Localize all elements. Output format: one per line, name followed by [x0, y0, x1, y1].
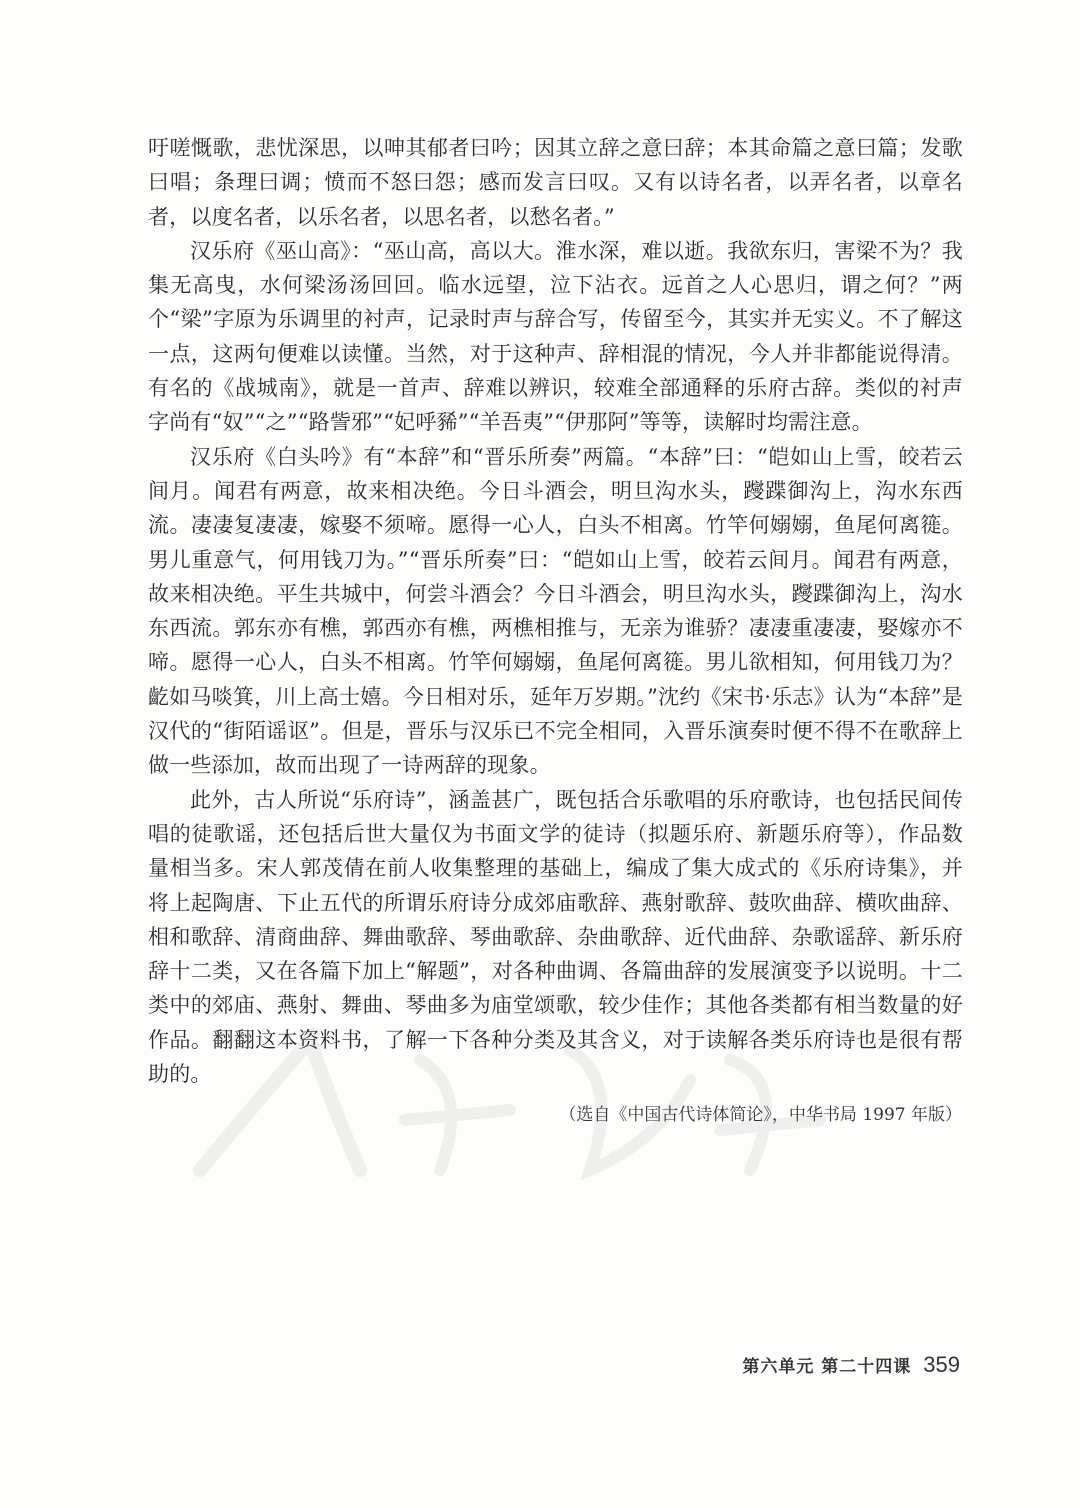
- page-number: 359: [923, 1352, 960, 1377]
- unit-lesson-label: 第六单元 第二十四课: [742, 1357, 912, 1377]
- source-citation: （选自《中国古代诗体简论》，中华书局 1997 年版）: [559, 1105, 962, 1125]
- paragraph-1: 吁嗟慨歌，悲忧深思，以呻其郁者曰吟；因其立辞之意曰辞；本其命篇之意曰篇；发歌曰唱；条理曰调；愤而不怒曰怨；感而发言曰叹。又有以诗名者，以弄名者，以章名者，以度名者，以乐名者，以思名者，以愁名者。”: [148, 136, 963, 229]
- page-footer: [742, 1352, 960, 1378]
- paragraph-2: 汉乐府《巫山高》：“巫山高，高以大。淮水深，难以逝。我欲东归，害梁不为？我集无高曳，水何梁汤汤回回。临水远望，泣下沾衣。远首之人心思归，谓之何？”两个“梁”字原为乐调里的衬声，记录时声与辞合写，传留至今，其实并无实义。不了解这一点，这两句便难以读懂。当然，对于这种声、辞相混的情况，今人并非都能说得清。有名的《战城南》，就是一首声、辞难以辨识，较难全部通释的乐府古辞。类似的衬声字尚有“奴”“之”“路訾邪”“妃呼豨”“羊吾夷”“伊那阿”等等，读解时均需注意。: [148, 238, 963, 435]
- paragraph-4: 此外，古人所说“乐府诗”，涵盖甚广，既包括合乐歌唱的乐府歌诗，也包括民间传唱的徒歌谣，还包括后世大量仅为书面文学的徒诗（拟题乐府、新题乐府等），作品数量相当多。宋人郭茂倩在前人收集整理的基础上，编成了集大成式的《乐府诗集》，并将上起陶唐、下止五代的所谓乐府诗分成郊庙歌辞、燕射歌辞、鼓吹曲辞、横吹曲辞、相和歌辞、清商曲辞、舞曲歌辞、琴曲歌辞、杂曲歌辞、近代曲辞、杂歌谣辞、新乐府辞十二类，又在各篇下加上“解题”，对各种曲调、各篇曲辞的发展演变予以说明。十二类中的郊庙、燕射、舞曲、琴曲多为庙堂颂歌，较少佳作；其他各类都有相当数量的好作品。翻翻这本资料书，了解一下各种分类及其含义，对于读解各类乐府诗也是很有帮助的。: [148, 787, 963, 1087]
- body-text: [148, 131, 963, 1091]
- paragraph-3: 汉乐府《白头吟》有“本辞”和“晋乐所奏”两篇。“本辞”曰：“皑如山上雪，皎若云间月。闻君有两意，故来相决绝。今日斗酒会，明旦沟水头，躞蹀御沟上，沟水东西流。凄凄复凄凄，嫁娶不须啼。愿得一心人，白头不相离。竹竿何嫋嫋，鱼尾何离簁。男儿重意气，何用钱刀为。”“晋乐所奏”曰：“皑如山上雪，皎若云间月。闻君有两意，故来相决绝。平生共城中，何尝斗酒会？今日斗酒会，明旦沟水头，躞蹀御沟上，沟水东西流。郭东亦有樵，郭西亦有樵，两樵相推与，无亲为谁骄？凄凄重凄凄，娶嫁亦不啼。愿得一心人，白头不相离。竹竿何嫋嫋，鱼尾何离簁。男儿欲相知，何用钱刀为？齕如马啖箕，川上高士嬉。今日相对乐，延年万岁期。”沈约《宋书·乐志》认为“本辞”是汉代的“街陌谣讴”。但是，晋乐与汉乐已不完全相同，入晋乐演奏时便不得不在歌辞上做一些添加，故而出现了一诗两辞的现象。: [148, 444, 963, 778]
